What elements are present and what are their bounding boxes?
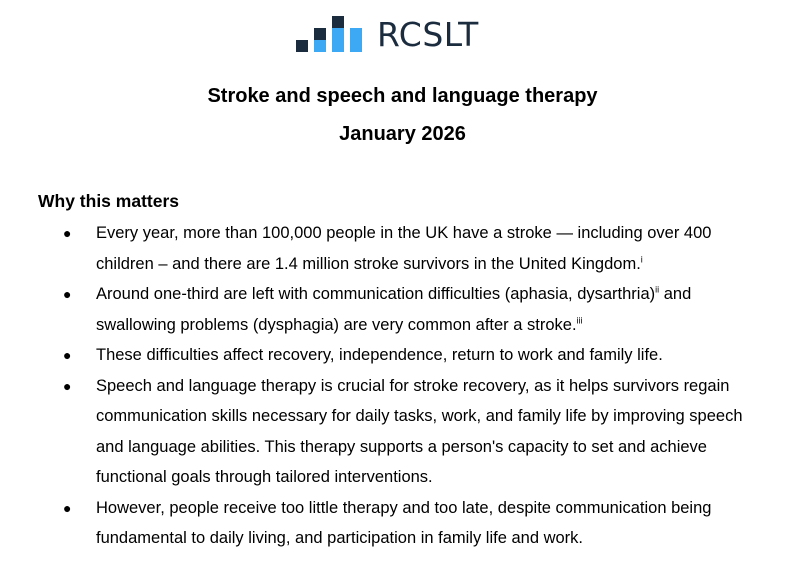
bullet-icon: ● [63,377,72,394]
logo-text: RCSLT [377,15,479,54]
logo-squares-icon [296,16,372,54]
bullet-text-continued: and swallowing problems (dysphagia) are very common after a stroke. [96,285,692,334]
document-date: January 2026 [339,123,466,145]
bullet-icon: ● [63,286,72,302]
bullet-item [0,279,805,340]
bullet-list [0,218,805,554]
bullet-text: Every year, more than 100,000 people in the UK have a stroke — including over 400 children – and there are 1.4 million stroke survivors in the United Kingdom. [96,224,712,273]
bullet-text: Around one-third are left with communication difficulties (aphasia, dysarthria) [96,285,656,303]
bullet-text: However, people receive too little therapy and too late, despite communication being fundamental to daily living, and participation in family life and work. [96,498,712,547]
bullet-item [0,493,805,554]
bullet-icon: ● [63,225,72,241]
bullet-item [0,340,805,371]
rcslt-logo [296,15,479,54]
section-heading: Why this matters [38,191,179,211]
bullet-icon: ● [63,499,72,516]
bullet-text: Speech and language therapy is crucial for stroke recovery, as it helps survivors regain communication skills necessary for daily tasks, work, and family life by improving speech and language abilities. This therapy supports a person's capacity to set and achieve functional goals through tailored interventions. [96,376,743,486]
bullet-text: These difficulties affect recovery, independence, return to work and family life. [96,346,663,364]
bullet-item [0,371,805,493]
bullet-item [0,218,805,279]
footnote-ref[interactable]: ii [655,284,660,295]
document-title: Stroke and speech and language therapy [207,85,598,107]
footnote-ref[interactable]: i [640,254,643,264]
bullet-icon: ● [63,347,72,363]
footnote-ref[interactable]: iii [576,315,583,325]
